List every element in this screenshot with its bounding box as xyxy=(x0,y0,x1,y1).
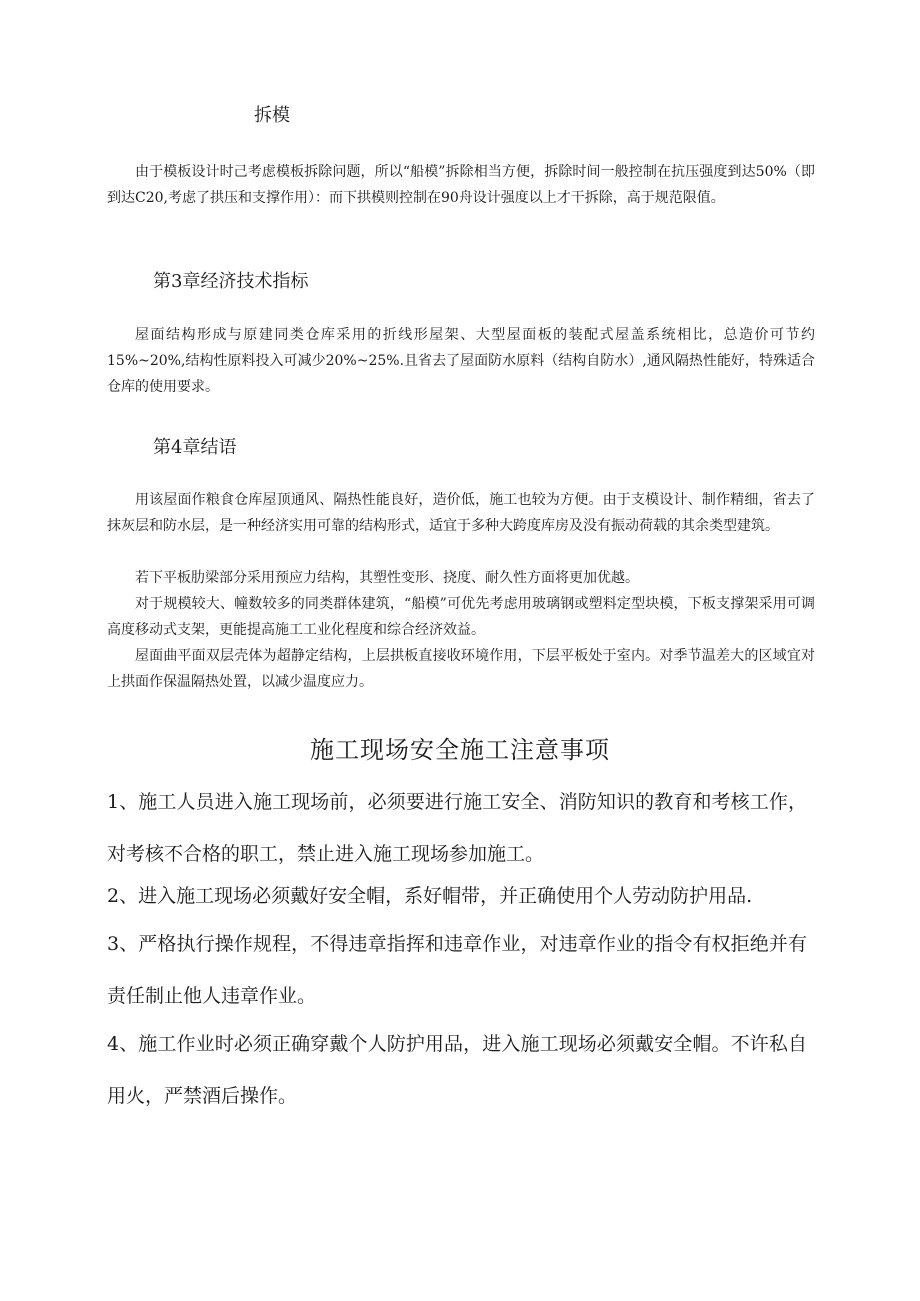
chapter-4-heading: 第4章结语 xyxy=(153,437,237,458)
safety-item-1: 1、施工人员进入施工现场前，必须要进行施工安全、消防知识的教育和考核工作，对考核不合格的职工，禁止进入施工现场参加施工。 xyxy=(107,791,807,865)
paragraph-chapter-3: 屋面结构形成与原建同类仓库采用的折线形屋架、大型屋面板的装配式屋盖系统相比，总造价可节约15%~20%,结构性原料投入可减少20%~25%.且省去了屋面防水原料（结构自防水）,通风隔热性能好，特殊适合仓库的使用要求。 xyxy=(107,327,815,395)
paragraph-conclusion-3: 对于规模较大、幢数较多的同类群体建筑，“船模”可优先考虑用玻璃钢或塑料定型块模，下板支撑架采用可调高度移动式支架，更能提高施工工业化程度和综合经济效益。 xyxy=(107,596,815,638)
safety-item-4: 4、施工作业时必须正确穿戴个人防护用品，进入施工现场必须戴安全帽。不许私自用火，严禁酒后操作。 xyxy=(107,1033,807,1107)
safety-item-2: 2、进入施工现场必须戴好安全帽，系好帽带，并正确使用个人劳动防护用品. xyxy=(107,885,753,907)
paragraph-conclusion-4: 屋面曲平面双层壳体为超静定结构，上层拱板直接收环境作用，下层平板处于室内。对季节温差大的区域宜对上拱面作保温隔热处置，以减少温度应力。 xyxy=(107,648,815,690)
safety-item-3: 3、严格执行操作规程，不得违章指挥和违章作业，对违章作业的指令有权拒绝并有责任制止他人违章作业。 xyxy=(107,933,807,1007)
paragraph-conclusion-2: 若下平板肋梁部分采用预应力结构，其塑性变形、挠度、耐久性方面将更加优越。 xyxy=(135,570,639,586)
paragraph-demolition: 由于模板设计时己考虑模板拆除问题，所以“船模”拆除相当方便，拆除时间一般控制在抗压强度到达50%（即到达C20,考虑了拱压和支撑作用）：而下拱模则控制在90舟设计强度以上才干拆除，高于规范限值。 xyxy=(107,164,815,206)
paragraph-conclusion-1: 用该屋面作粮食仓库屋顶通风、隔热性能良好，造价低，施工也较为方便。由于支模设计、制作精细，省去了抹灰层和防水层，是一种经济实用可靠的结构形式，适宜于多种大跨度库房及没有振动荷载的其余类型建筑。 xyxy=(107,492,815,534)
chapter-3-heading: 第3章经济技术指标 xyxy=(153,271,309,292)
section-heading-demolition: 拆模 xyxy=(254,105,290,126)
safety-title: 施工现场安全施工注意事项 xyxy=(310,736,610,764)
